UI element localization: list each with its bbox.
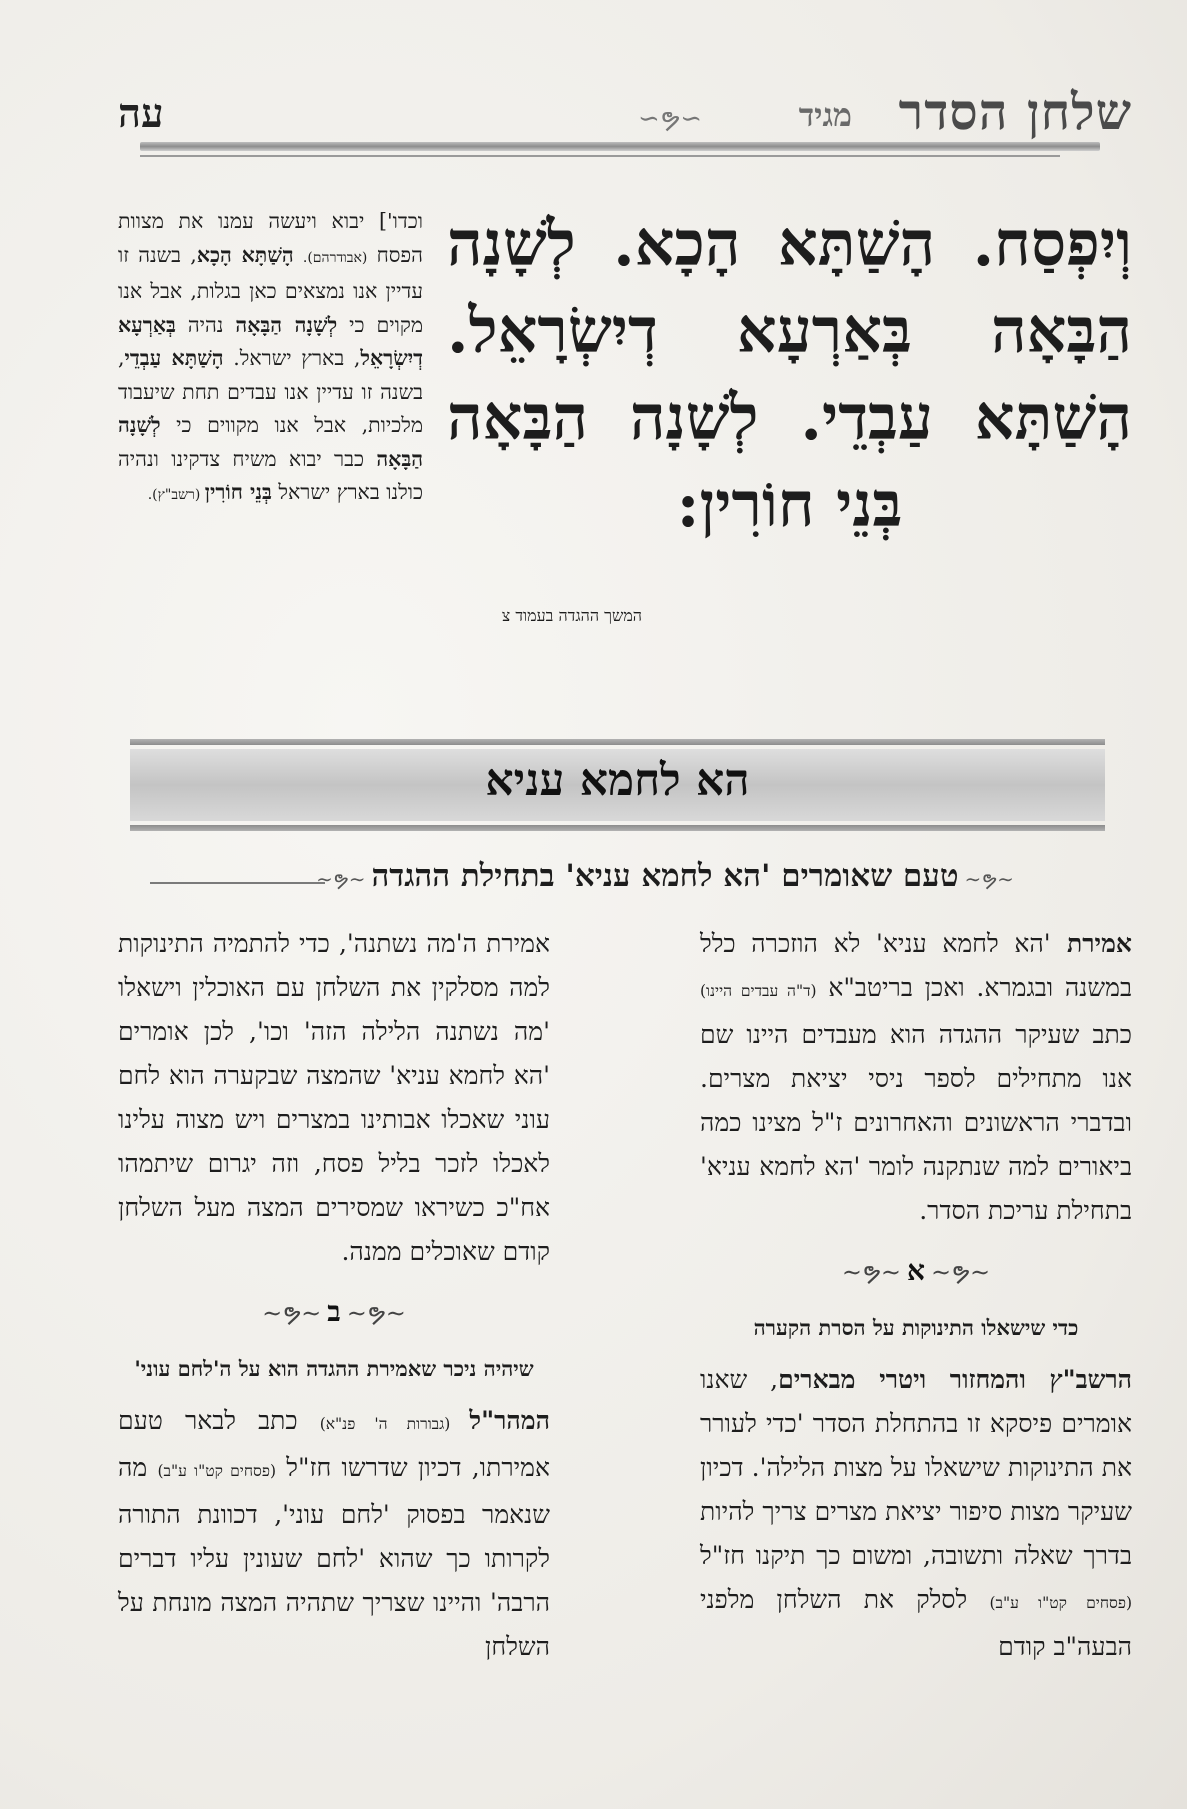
bold-lead: אמירת [1050,929,1132,958]
side-text: כבר יבוא משיח צדקינו ונהיה כולנו בארץ ישראל [118,446,423,504]
body-text: כתב לבאר טעם אמירתו, דכיון שדרשו חז"ל [118,1406,550,1482]
body-text: , שאנו אומרים פיסקא זו בהתחלת הסדר 'כדי לעורר את התינוקות שישאלו על מצות הלילה'. דכיון שעיקר מצות סיפור יציאת מצרים צריך להיות בדרך שאלה ותשובה, ומשום כך תיקנו חז"ל [700,1365,1132,1570]
header-rule-thin [140,155,1060,157]
haggadah-main-text [447,200,1132,548]
source-citation: (רשב"ץ). [147,487,205,503]
section-subheading: כדי שישאלו התינוקות על הסרת הקערה [753,1315,1079,1340]
bold-lead: המהר"ל [469,1406,550,1435]
side-text: , בשנה זו עדיין אנו עבדים תחת שיעבוד מלכיות, אבל אנו מקווים כי [118,346,423,437]
header-rule [140,142,1100,151]
bold-quote: בְּנֵי חוֹרִין [204,480,272,504]
running-head-title: שלחן הסדר [898,82,1132,141]
paragraph [118,1399,550,1669]
ornament-side: ∽ຯ∽ [841,1258,901,1286]
bold-quote: הָשַׁתָּא הָכָא [196,242,294,267]
body-text: מה שנאמר בפסוק 'לחם עוני', דכוונת התורה לקרותו כך שהוא 'לחם שעונין עליו דברים הרבה' והיינו שצריך שתהיה המצה מונחת על השלחן [118,1453,550,1661]
source-citation: (אבודרהם). [302,249,368,266]
section-letter: א [907,1254,925,1287]
source-citation: (פסחים קט"ו ע"ב) [989,1594,1133,1612]
banner-edge-bottom [130,825,1105,831]
source-citation: (גבורות ה' פנ"א) [319,1415,470,1433]
paragraph [700,1358,1132,1669]
body-text: 'הא לחמא עניא' לא הוזכרה כלל במשנה ובגמרא. ואכן בריטב"א [700,929,1132,1002]
section-subheading: שיהיה ניכר שאמירת ההגדה הוא על ה'לחם עוני' [134,1356,534,1381]
side-text: וכדו'] יבוא ויעשה עמנו את מצוות הפסח [118,209,423,267]
bold-lead: הרשב"ץ והמחזור ויטרי מבארים [778,1365,1133,1394]
paragraph: אמירת ה'מה נשתנה', כדי להתמיה התינוקות למה מסלקין את השלחן עם האוכלין וישאלו 'מה נשתנה הלילה הזה' וכו', לכן אומרים 'הא לחמא עניא' שהמצה שבקערה הוא לחם עוני שאכלו אבותינו במצרים ויש מצוה עלינו לאכלו לזכר בליל פסח, וזה יגרום שיתמהו אח"כ כשיראו שמסירים המצה מעל השלחן קודם שאוכלים ממנה. [118,929,550,1266]
right-column [700,922,1132,1669]
section-title: הא לחמא עניא [485,755,750,806]
ornament-side: ∽ຯ∽ [262,1299,322,1327]
section-divider-ornament [118,1290,550,1335]
subtitle-text: טעם שאומרים 'הא לחמא עניא' בתחילת ההגדה [371,858,959,894]
continuation-note: המשך ההגדה בעמוד צ [501,606,642,625]
bold-quote: בְּאַרְעָא דְיִשְׂרָאֵל [118,312,423,370]
section-letter: ב [327,1295,341,1328]
side-text: , בשנה זו עדיין אנו נמצאים כאן בגלות, אבל אנו מקוים כי [118,242,423,337]
subtitle-rule-left [150,882,325,884]
main-text-line: בְּנֵי חוֹרִין: [676,468,903,541]
paragraph [700,922,1132,1233]
side-text: , בארץ ישראל. [223,346,361,370]
source-citation: (פסחים קט"ו ע"ב) [157,1462,277,1480]
header-ornament: ∽ຯ∽ [637,104,702,134]
subtitle-ornament-left: ∽ຯ∽ [964,867,1014,891]
subtitle-ornament-right: ∽ຯ∽ [316,867,366,891]
section-divider-ornament [700,1249,1132,1294]
side-commentary [118,205,423,513]
body-text: לסלק את השלחן מלפני הבעה"ב קודם [700,1585,1132,1661]
page-number: עה [118,90,164,137]
main-text-line: הַבָּאָה בְּאַרְעָא דְיִשְׂרָאֵל. [447,294,1132,367]
subsection-heading [300,858,1030,894]
ornament-side: ∽ຯ∽ [346,1299,406,1327]
running-head-section: מגיד [798,96,852,134]
body-text: כתב שעיקר ההגדה הוא מעבדים היינו שם אנו מתחילים לספר ניסי יציאת מצרים. ובדברי הראשונים והאחרונים ז"ל מצינו כמה ביאורים למה שנתקנה לומר 'הא לחמא עניא' בתחילת עריכת הסדר. [700,1020,1132,1225]
left-column [118,922,550,1669]
bold-quote: לְשָׁנָה הַבָּאָה [118,413,423,471]
main-text-line: הָשַׁתָּא עַבְדֵי. לְשָׁנָה הַבָּאָה [447,381,1132,454]
bold-quote: לְשָׁנָה הַבָּאָה [235,312,338,337]
bold-quote: הָשַׁתָּא עַבְדֵי [124,346,224,370]
banner-edge-top [130,739,1105,745]
side-text: נהיה [175,312,236,337]
ornament-side: ∽ຯ∽ [930,1258,991,1286]
main-text-line: וְיִפְסַח. הָשַׁתָּא הָכָא. לְשָׁנָה [447,207,1132,280]
source-citation: (ד"ה עבדים היינו) [700,982,817,1000]
section-banner [130,735,1105,835]
